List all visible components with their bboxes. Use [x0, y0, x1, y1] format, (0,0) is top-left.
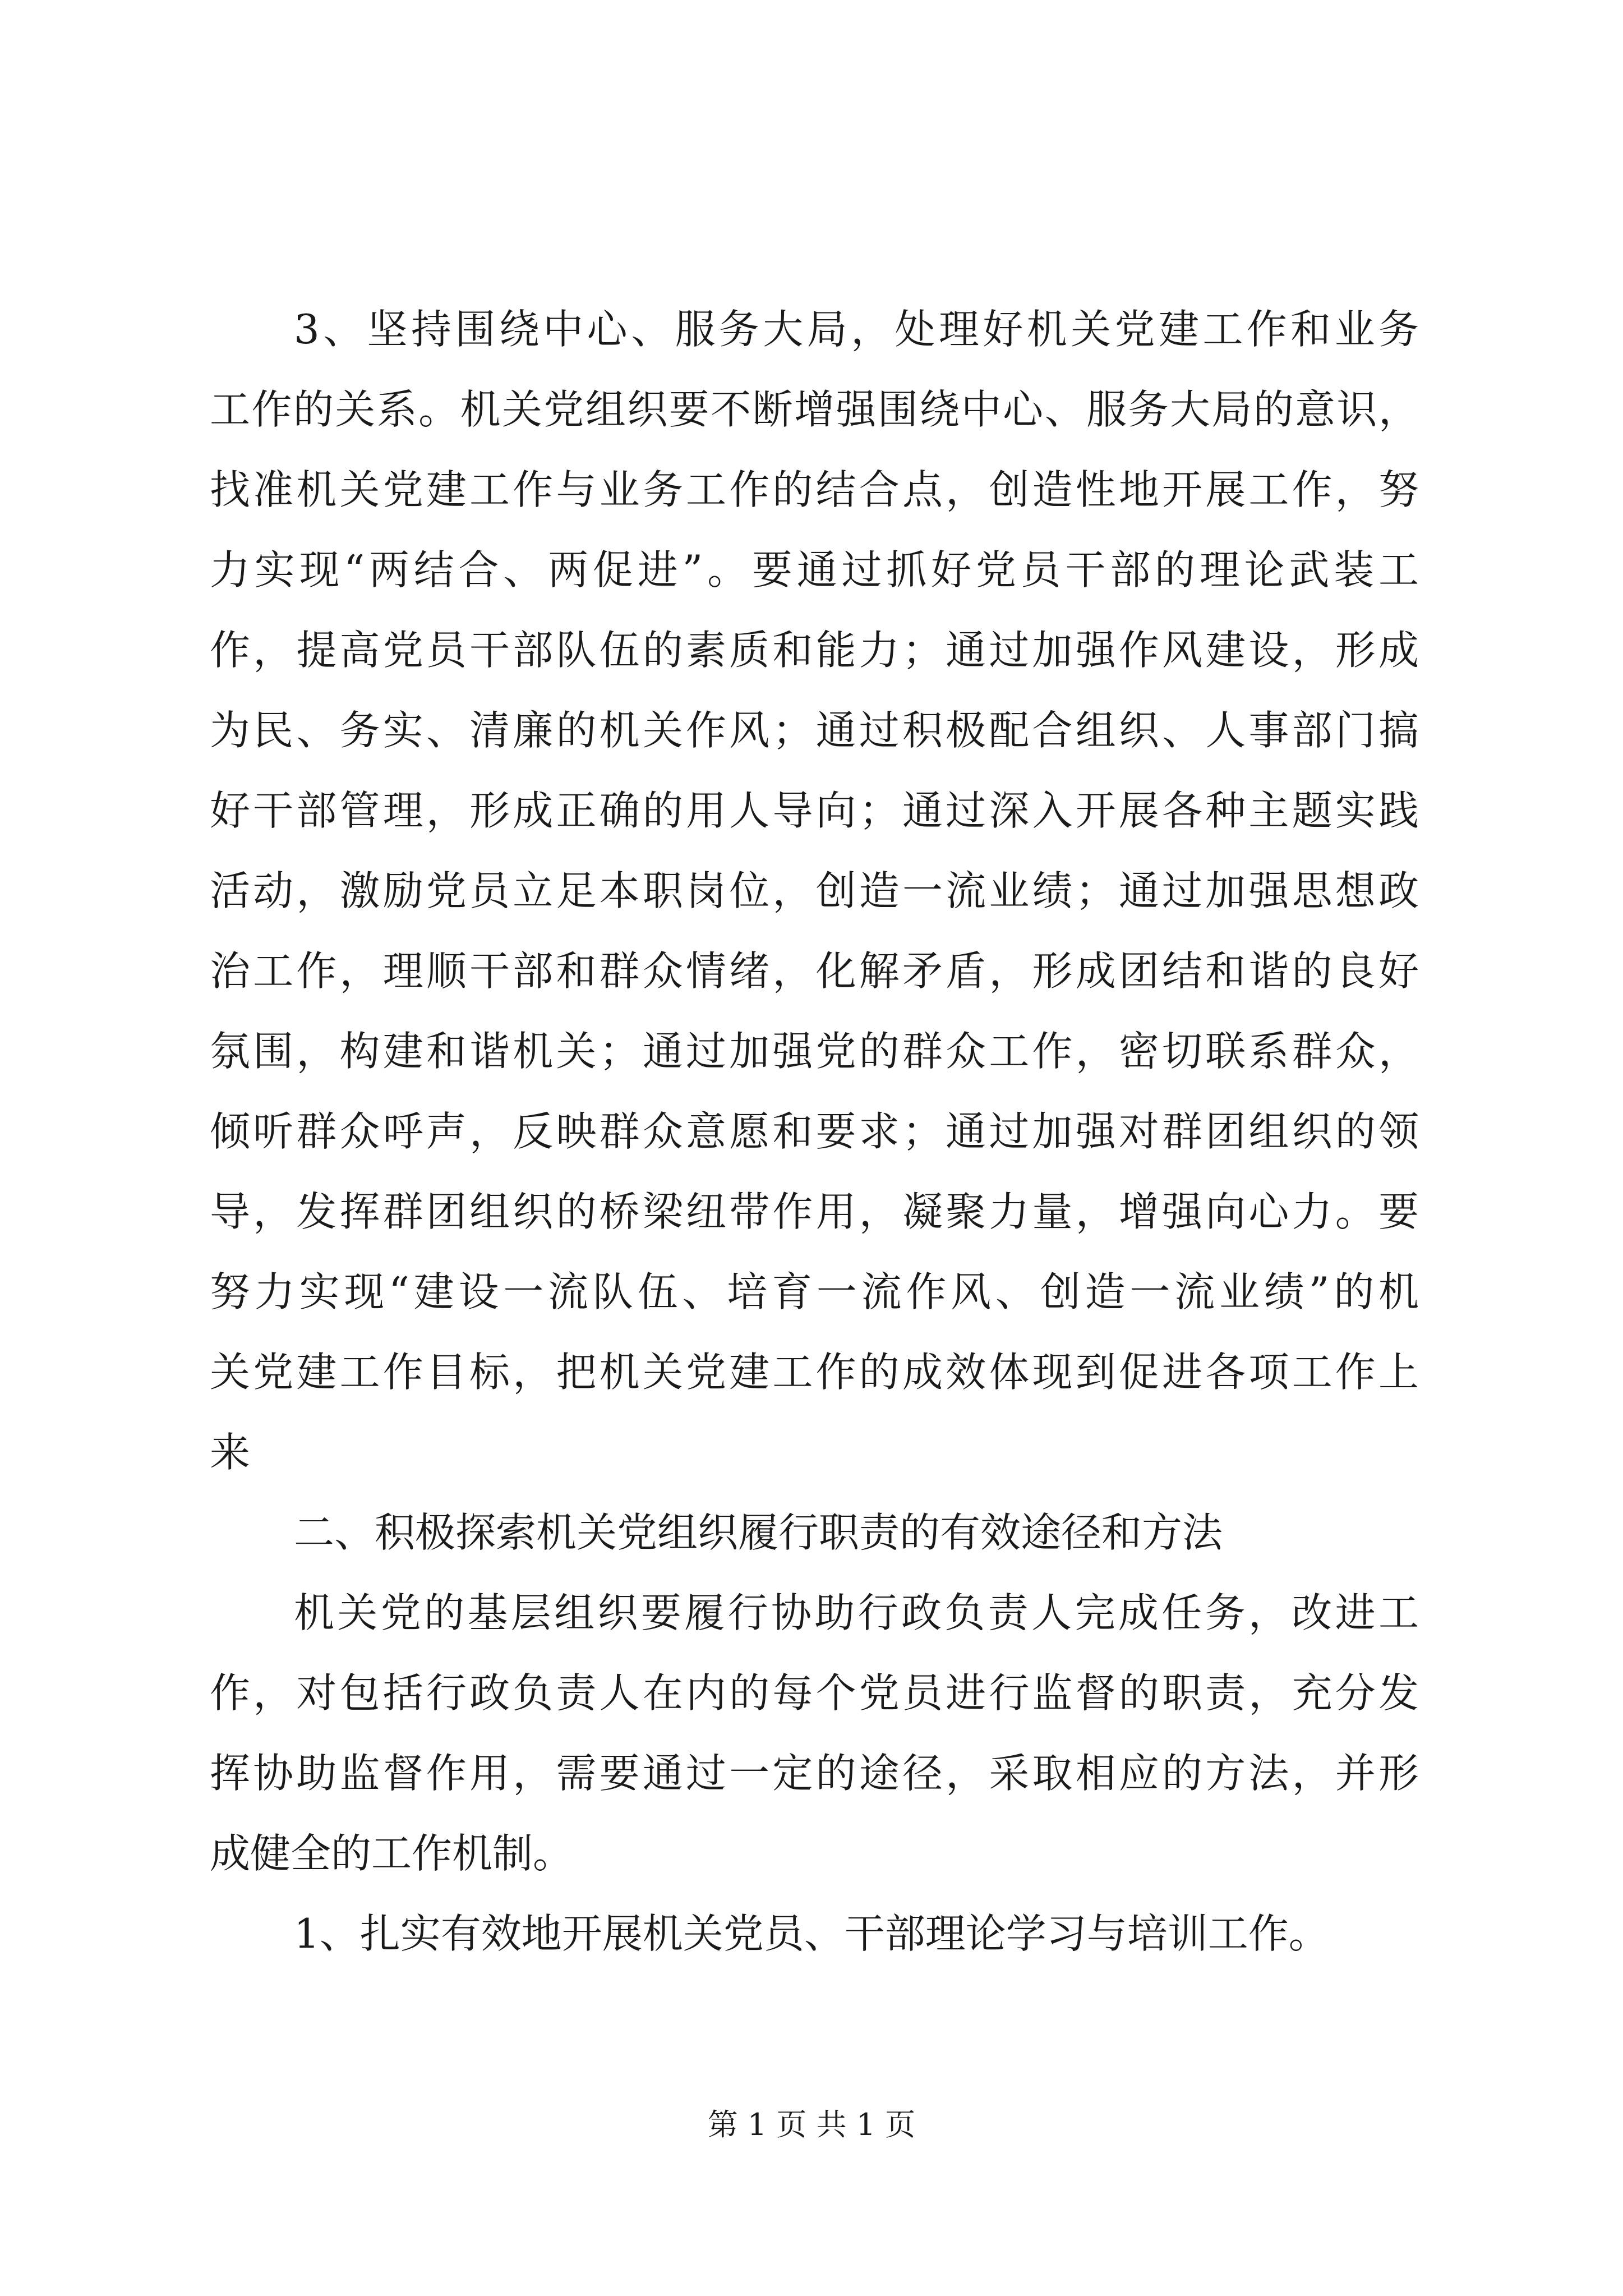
paragraph-line: 成健全的工作机制。: [210, 1830, 574, 1877]
paragraph-line: 机关党的基层组织要履行协助行政负责人完成任务，改进工: [294, 1589, 1419, 1636]
document-body: [210, 289, 1419, 1974]
paragraph-line: 关党建工作目标，把机关党建工作的成效体现到促进各项工作上: [210, 1349, 1419, 1396]
paragraph-line: 工作的关系。机关党组织要不断增强围绕中心、服务大局的意识，: [210, 386, 1419, 433]
paragraph-line: 力实现“两结合、两促进”。要通过抓好党员干部的理论武装工: [210, 546, 1419, 593]
paragraph-line: 努力实现“建设一流队伍、培育一流作风、创造一流业绩”的机: [210, 1268, 1419, 1315]
section-heading: 二、积极探索机关党组织履行职责的有效途径和方法: [294, 1509, 1223, 1556]
paragraph-line: 找准机关党建工作与业务工作的结合点，创造性地开展工作，努: [210, 466, 1419, 513]
paragraph-line: 倾听群众呼声，反映群众意愿和要求；通过加强对群团组织的领: [210, 1108, 1419, 1155]
paragraph-line: 好干部管理，形成正确的用人导向；通过深入开展各种主题实践: [210, 787, 1419, 834]
paragraph-line: 为民、务实、清廉的机关作风；通过积极配合组织、人事部门搞: [210, 707, 1419, 754]
page-footer: 第 1 页 共 1 页: [707, 2107, 916, 2142]
paragraph-line: 来: [210, 1429, 251, 1476]
paragraph-line: 治工作，理顺干部和群众情绪，化解矛盾，形成团结和谐的良好: [210, 947, 1419, 995]
paragraph-line: 作，对包括行政负责人在内的每个党员进行监督的职责，充分发: [210, 1669, 1419, 1717]
paragraph-intro: [210, 1573, 1419, 1894]
paragraph-line: 作，提高党员干部队伍的素质和能力；通过加强作风建设，形成: [210, 627, 1419, 674]
paragraph-line: 活动，激励党员立足本职岗位，创造一流业绩；通过加强思想政: [210, 867, 1419, 914]
list-item-1: 1、扎实有效地开展机关党员、干部理论学习与培训工作。: [294, 1910, 1329, 1957]
paragraph-3: [210, 289, 1419, 1493]
paragraph-line: 挥协助监督作用，需要通过一定的途径，采取相应的方法，并形: [210, 1750, 1419, 1797]
paragraph-line: 导，发挥群团组织的桥梁纽带作用，凝聚力量，增强向心力。要: [210, 1188, 1419, 1235]
paragraph-line: 氛围，构建和谐机关；通过加强党的群众工作，密切联系群众，: [210, 1028, 1419, 1075]
paragraph-line: 3、坚持围绕中心、服务大局，处理好机关党建工作和业务: [294, 306, 1419, 353]
